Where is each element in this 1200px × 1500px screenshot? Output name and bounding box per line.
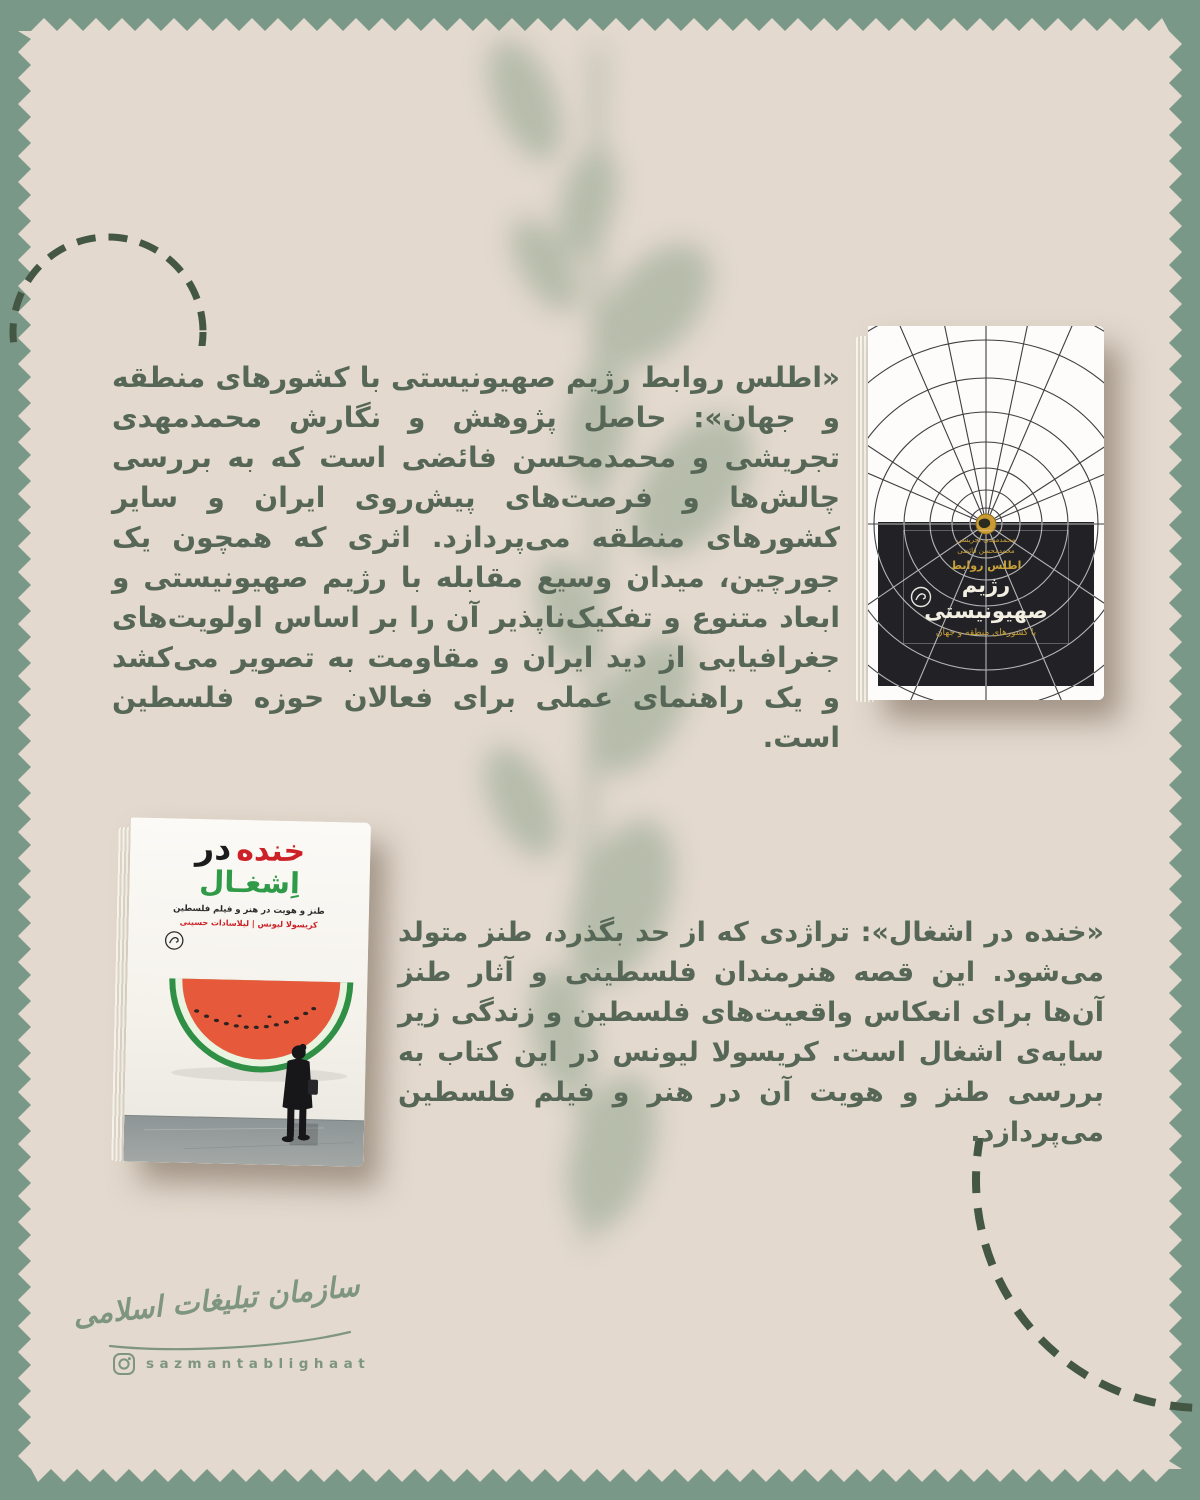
book2-description: «خنده در اشغال»: تراژدی که از حد بگذرد، طنز متولد می‌شود. این قصه هنرمندان فلسطینی و آثار طنز آن‌ها برای انعکاس واقعیت‌های فلسطین و زندگی زیر سایه‌ی اشغال است. کریسولا لیونس در این کتاب به بررسی طنز و هویت آن در هنر و فیلم فلسطین می‌پردازد. (398, 917, 1104, 1148)
book2-title-green: اِشغـال (198, 864, 301, 901)
org-calligraphy: سازمان تبلیغات اسلامی (71, 1268, 362, 1333)
book2-cover-text (129, 829, 371, 931)
instagram-handle[interactable]: sazmantablighaat (146, 1356, 371, 1372)
instagram-row[interactable] (112, 1352, 370, 1376)
book1-cover-series: اطلس روابط (950, 559, 1022, 573)
book1-description: «اطلس روابط رژیم صهیونیستی با کشورهای منطقه و جهان»: حاصل پژوهش و نگارش محمدمهدی تجریشی و محمدمحسن فائضی است که به بررسی چالش‌ها و فرصت‌های پیش‌روی ایران و سایر کشورهای منطقه می‌پردازد. اثری که همچون یک جورچین، میدان وسیع مقابله با رژیم صهیونیستی و ابعاد متنوع و تفکیک‌ناپذیر آن را بر اساس اولویت‌های جغرافیایی از دید ایران و مقاومت به تصویر می‌کشد و یک راهنمای عملی برای فعالان حوزه فلسطین است. (112, 361, 840, 754)
book1-cover-author1: محمدمهدی تجریشی (956, 536, 1016, 544)
spider-web-artwork (868, 326, 1104, 700)
book2-title-black: در (194, 827, 232, 868)
book1-cover-text (903, 530, 1069, 644)
book1-cover-title: رژیم صهیونیستی (924, 573, 1048, 623)
book1-cover-subtitle: با کشورهای منطقه و جهان (935, 627, 1037, 638)
book2-cover-authors: کریسولا لیونس | لیلاسادات حسینی (179, 917, 318, 931)
book2-cover-subtitle: طنز و هویت در هنر و فیلم فلسطین (173, 903, 325, 918)
book1-cover-author2: محمدمحسن فائضی (957, 547, 1015, 556)
book1-mockup (856, 326, 1104, 710)
book2-mockup (111, 817, 371, 1175)
book1-cover (868, 326, 1104, 700)
publisher-logo-icon (164, 930, 184, 950)
instagram-icon[interactable] (112, 1352, 136, 1376)
book2-title-red: خنده (235, 832, 306, 870)
book2-cover (123, 817, 371, 1166)
